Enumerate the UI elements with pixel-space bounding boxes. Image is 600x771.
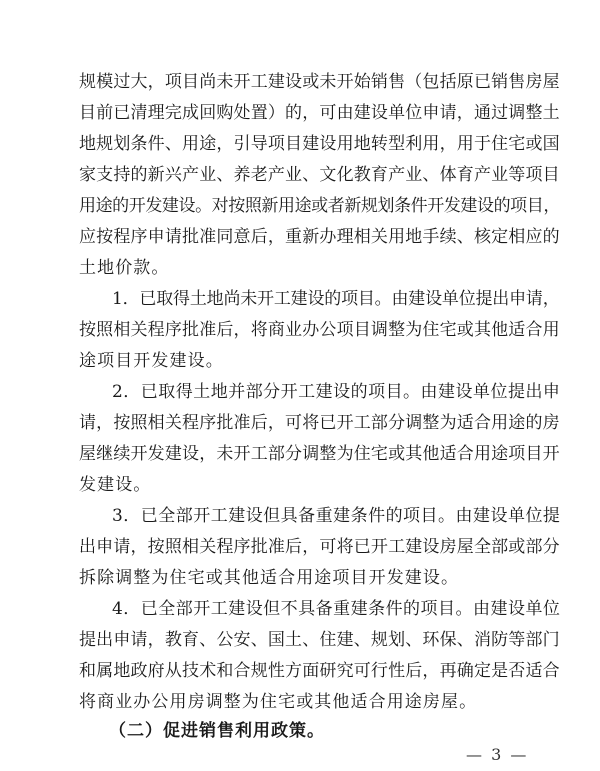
list-item-line: 拆除调整为住宅或其他适合用途项目开发建设。 xyxy=(79,568,460,588)
paragraph-line: 规模过大，项目尚未开工建设或未开始销售（包括原已销售房屋 xyxy=(79,72,560,92)
page-number: — 3 — xyxy=(466,745,529,764)
paragraph-line: 家支持的新兴产业、养老产业、文化教育产业、体育产业等项目 xyxy=(79,165,560,185)
paragraph-line: 土地价款。 xyxy=(79,258,170,278)
list-item-line: 按照相关程序批准后，将商业办公项目调整为住宅或其他适合用 xyxy=(79,320,560,340)
list-item-line: 途项目开发建设。 xyxy=(79,351,224,371)
paragraph-line: 应按程序申请批准同意后，重新办理相关用地手续、核定相应的 xyxy=(79,227,560,247)
paragraph-line: 目前已清理完成回购处置）的，可由建设单位申请，通过调整土 xyxy=(79,103,560,123)
list-item-line: 出申请，按照相关程序批准后，可将已开工建设房屋全部或部分 xyxy=(79,537,560,557)
list-item-line: 将商业办公用房调整为住宅或其他适合用途房屋。 xyxy=(79,692,478,712)
paragraph-line: 地规划条件、用途，引导项目建设用地转型利用，用于住宅或国 xyxy=(79,134,560,154)
list-item-line: 屋继续开发建设，未开工部分调整为住宅或其他适合用途项目开 xyxy=(79,444,560,464)
list-item-line: 1．已取得土地尚未开工建设的项目。由建设单位提出申请， xyxy=(112,289,560,309)
list-item-line: 提出申请，教育、公安、国土、住建、规划、环保、消防等部门 xyxy=(79,630,560,650)
list-item-line: 请，按照相关程序批准后，可将已开工部分调整为适合用途的房 xyxy=(79,413,560,433)
paragraph-line: 用途的开发建设。对按照新用途或者新规划条件开发建设的项目， xyxy=(79,196,560,216)
list-item-line: 4．已全部开工建设但不具备重建条件的项目。由建设单位 xyxy=(112,599,561,619)
list-item-line: 3．已全部开工建设但具备重建条件的项目。由建设单位提 xyxy=(112,506,561,526)
list-item-line: 和属地政府从技术和合规性方面研究可行性后，再确定是否适合 xyxy=(79,661,560,681)
list-item-line: 发建设。 xyxy=(79,475,152,495)
section-heading: （二）促进销售利用政策。 xyxy=(109,721,325,741)
list-item-line: 2．已取得土地并部分开工建设的项目。由建设单位提出申 xyxy=(112,382,561,402)
